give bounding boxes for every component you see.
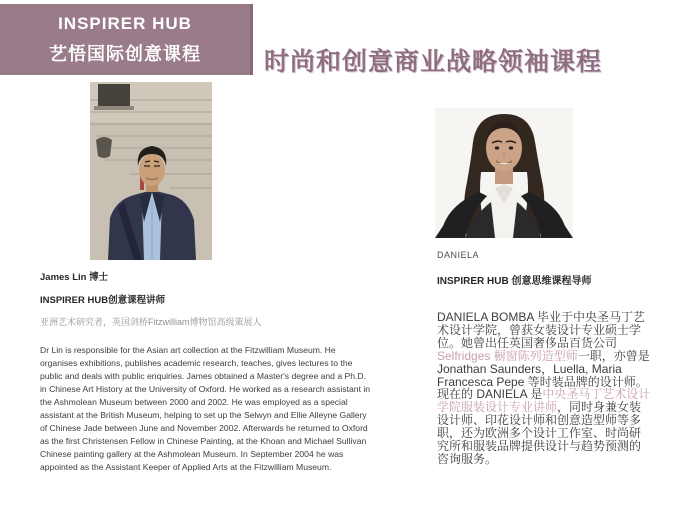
daniela-photo bbox=[435, 108, 573, 238]
daniela-bio-paragraph bbox=[437, 311, 651, 466]
james-lin-photo-graphic bbox=[90, 82, 212, 260]
brand-name: INSPIRER HUB bbox=[58, 13, 192, 33]
daniela-bio-segment-highlight: 中央圣马丁艺术设计学院服装设计专业讲师 bbox=[437, 387, 651, 415]
page-title: 时尚和创意商业战略领袖课程 bbox=[264, 48, 603, 76]
daniela-bio-segment: DANIELA BOMBA 毕业于中央圣马丁艺术设计学院，曾获女装设计专业硕士学位。她曾出任英国奢侈品百货公司 bbox=[437, 310, 646, 350]
james-name: James Lin 博士 bbox=[40, 272, 109, 283]
daniela-bio-segment: 一职，亦曾是 Jonathan Saunders，Luella, Maria Francesca Pepe 等时装品牌的设计师。现在的 DANIELA 是 bbox=[437, 348, 650, 402]
james-subtitle: 亚洲艺术研究者，英国剑桥Fitzwilliam博物馆高级策展人 bbox=[40, 317, 262, 327]
daniela-name: DANIELA bbox=[437, 250, 480, 260]
daniela-bio-segment: ，同时身兼女装设计师、印花设计师和创意造型师等多职，还为欧洲多个设计工作室、时尚研究所和服装品牌提供设计与趋势预测的咨询服务。 bbox=[437, 400, 642, 466]
brand-header-box bbox=[0, 4, 253, 75]
daniela-role: INSPIRER HUB 创意思维课程导师 bbox=[437, 276, 592, 287]
james-role: INSPIRER HUB创意课程讲师 bbox=[40, 295, 166, 306]
james-bio-paragraph: Dr Lin is responsible for the Asian art collection at the Fitzwilliam Museum. He organises exhibitions, publishes academic research, teaches, gives lectures to the public and deals with public enquiries. James obtained a Master's degree and a Ph.D. in Chinese Art History at the University of Oxford. He worked as a research assistant in the Ashmolean Museum between 2000 and 2002. He was employed as a special assistant at the British Museum, helping to set up the Selwyn and Ellie Alleyne Gallery of Chinese Jade between June and November 2002. Afterwards he returned to Oxford as the first Christensen Fellow in Chinese Painting, at the Khoan and Michael Sullivan Chinese painting gallery at the Ashmolean Museum. In September 2004 he was appointed as the Assistant Keeper of Applied Arts at the Fitzwilliam Museum. bbox=[40, 345, 371, 472]
brand-name-cn: 艺悟国际创意课程 bbox=[49, 43, 201, 64]
daniela-bio-segment-highlight: Selfridges 橱窗陈列造型师 bbox=[437, 348, 578, 363]
daniela-photo-graphic bbox=[435, 108, 573, 238]
james-lin-photo bbox=[90, 82, 212, 260]
